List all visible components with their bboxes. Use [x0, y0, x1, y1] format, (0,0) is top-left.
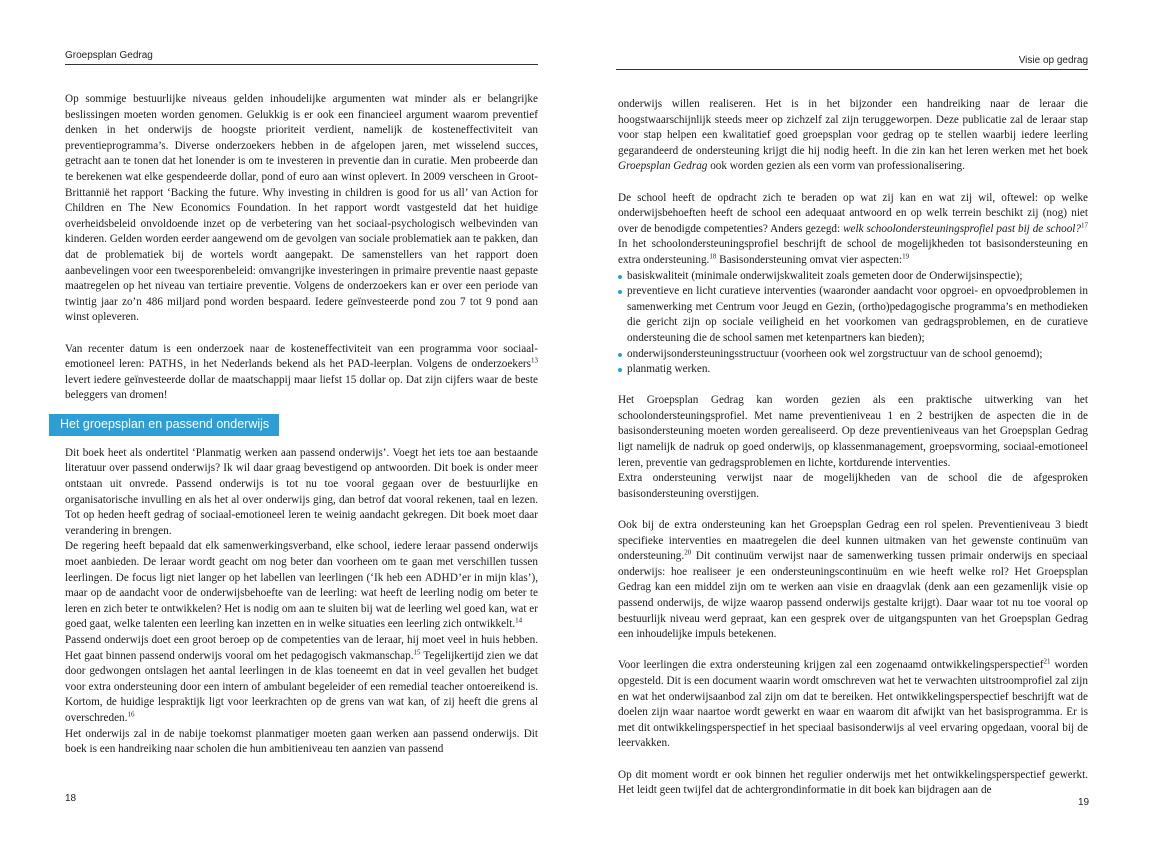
emphasis: welk schoolondersteuningsprofiel past bij de school? [843, 222, 1081, 235]
paragraph: Extra ondersteuning verwijst naar de mogelijkheden van de school die de afgesproken basisondersteuning overstijgen. [618, 472, 1088, 500]
left-page [0, 0, 580, 867]
paragraph: De regering heeft bepaald dat elk samenwerkingsverband, elke school, iedere leraar passend onderwijs moet aanbieden. De leraar wordt geacht om nog beter dan voorheen om te gaan met verschillen tussen leerlingen. De focus ligt niet langer op het labellen van leerlingen (‘Ik heb een ADHD’er in mijn klas’), maar op de aandacht voor de onderwijsbehoefte van de leerling: wat heeft de leerling nodig om beter te leren en zich beter te ontwikkelen? Het is nodig om aan te sluiten bij wat de leerling wel goed kan, wat er goed gaat, welke talenten een leerling kan inzetten en in welke situaties een leerling zich ontwikkelt.$^{14}$ [65, 540, 538, 631]
footnote-ref: 15 [413, 647, 421, 656]
footnote-ref: 14 [515, 616, 523, 625]
footnote-ref: 19 [902, 252, 910, 261]
right-page [580, 0, 1163, 867]
list-item: preventieve en licht curatieve interventies (waaronder aandacht voor opgroei- en opvoedproblemen in samenwerking met Centrum voor Jeugd en Gezin, (ortho)pedagogische programma’s en methodieken die gericht zijn op sociale veiligheid en het voorkomen van gedragsproblemen, en de curatieve ondersteuning die de school samen met ketenpartners kan bieden); [618, 284, 1088, 346]
section-heading: Het groepsplan en passend onderwijs [49, 414, 279, 436]
footnote-ref: 13 [531, 356, 539, 365]
footnote-ref: 17 [1081, 221, 1088, 230]
paragraph: Van recenter datum is een onderzoek naar de kosteneffectiviteit van een programma voor sociaal-emotioneel leren: PATHS, in het Nederlands bekend als het PAD-leerplan. Volgens de onderzoekers$^{13}$ levert iedere geïnvesteerde dollar de maatschappij maar liefst 15 dollar op. Dat zijn cijfers waar de beste beleggers van dromen! [65, 342, 539, 402]
page-number-right: 19 [1078, 797, 1090, 808]
paragraph: Het Groepsplan Gedrag kan worden gezien als een praktische uitwerking van het schoolondersteuningsprofiel. Met name preventieniveau 1 en 2 bestrijken de aspecten die in de basisondersteuning moeten worden gerealiseerd. Op deze preventieniveaus van het Groepsplan Gedrag ligt namelijk de nadruk op goed onderwijs, op klassenmanagement, groepsvorming, sociaal-emotioneel leren, preventie van gedragsproblemen en lichte, kortdurende interventies. [618, 394, 1088, 469]
footnote-ref: 18 [709, 252, 717, 261]
paragraph: onderwijs willen realiseren. Het is in het bijzonder een handreiking naar de leraar die hoogstwaarschijnlijk steeds meer op zichzelf zal zijn teruggeworpen. Deze publicatie zal de leraar stap voor stap helpen een kwalitatief goed groepsplan voor gedrag op te stellen waarbij iedere leerling gegarandeerd de ondersteuning krijgt die hij nodig heeft. In die zin kan het leren werken met het boek Groepsplan Gedrag ook worden gezien als een vorm van professionalisering. [618, 98, 1088, 173]
paragraph: Ook bij de extra ondersteuning kan het Groepsplan Gedrag een rol spelen. Preventieniveau 3 biedt specifieke interventies en maatregelen die deel kunnen uitmaken van het gewenste continuüm van ondersteuning.$^{20}$ Dit continuüm verwijst naar de samenwerking tussen primair onderwijs en speciaal onderwijs: hoe realiseer je een ondersteuningscontinuüm en wie heeft welke rol? Het Groepsplan Gedrag kan een middel zijn om te werken aan visie en draagvlak (denk aan een gezamenlijk visie op passend onderwijs, de wijze waarop passend onderwijs gestalte krijgt). Daar waar tot nu toe vooral op bestuurlijk niveau werd gepraat, kan een gesprek over de uitgangspunten van het Groepsplan Gedrag een inhoudelijke impuls betekenen. [618, 519, 1088, 641]
footnote-ref: 21 [1043, 657, 1051, 666]
paragraph: Op dit moment wordt er ook binnen het regulier onderwijs met het ontwikkelingsperspectief gewerkt. Het leidt geen twijfel dat de achtergrondinformatie in dit boek kan bijdragen aan de [618, 768, 1088, 797]
list-item: onderwijsondersteuningsstructuur (voorheen ook wel zorgstructuur van de school genoemd); [618, 347, 1088, 363]
paragraph: Voor leerlingen die extra ondersteuning krijgen zal een zogenaamd ontwikkelingsperspectief$^{21}$ worden opgesteld. Dit is een document waarin wordt omschreven wat het te verwachten uitstroomprofiel zal zijn en wat het onderwijsaanbod zal zijn om dat te bereiken. Het ontwikkelingsperspectief beschrijft wat de doelen zijn waar naartoe wordt gewerkt en waar en waarom dit afwijkt van het basisprogramma. Er is met dit ontwikkelingsperspectief in het speciaal basisonderwijs al veel ervaring opgedaan, vooral bij de leervakken. [618, 657, 1088, 750]
bullet-list [618, 269, 1088, 378]
running-head-right: Visie op gedrag [616, 55, 1088, 70]
adhd-acronym: ADHD [424, 571, 459, 584]
list-item: basiskwaliteit (minimale onderwijskwaliteit zoals gemeten door de Onderwijsinspectie); [618, 269, 1088, 285]
paragraph: De school heeft de opdracht zich te beraden op wat zij kan en wat zij wil, oftewel: op welke onderwijsbehoeften heeft de school een adequaat antwoord en op welk terrein beschikt zij (nog) niet over de benodigde competenties? Anders gezegd: welk schoolondersteuningsprofiel past bij de school?$^{17}$ In het schoolondersteuningsprofiel beschrijft de school de mogelijkheden tot basisondersteuning en extra ondersteuning.$^{18}$ Basisondersteuning omvat vier aspecten:$^{19}$ [618, 191, 1088, 266]
running-head-left: Groepsplan Gedrag [65, 50, 538, 65]
page-number-left: 18 [65, 793, 77, 804]
pad-acronym: PAD [347, 358, 370, 371]
paragraph: Het onderwijs zal in de nabije toekomst planmatiger moeten gaan werken aan passend onderwijs. Dit boek is een handreiking naar scholen die hun ambitieniveau ten aanzien van passend [65, 727, 538, 756]
book-title: Groepsplan Gedrag [618, 160, 708, 173]
paths-acronym: PATHS [148, 358, 184, 371]
right-text-column [618, 97, 1088, 799]
paragraph: Op sommige bestuurlijke niveaus gelden inhoudelijke argumenten wat minder als er belangrijke beslissingen moeten worden genomen. Gelukkig is er ook een financieel argument waarom preventief denken in het onderwijs de hoogste prioriteit verdient, namelijk de kosteneffectiviteit van preventieprogramma’s. Diverse onderzoekers hebben in de afgelopen jaren, met wisselend succes, getracht aan te tonen dat het lonender is om te investeren in preventie dan in curatie. Men probeerde dan te berekenen wat elke gespendeerde dollar, pond of euro aan winst oplevert. In 2009 verscheen in Groot-Brittannië het rapport ‘Backing the future. Why investing in children is good for us all’ van Action for Children en The New Economics Foundation. In het rapport wordt vastgesteld dat het huidige overheidsbeleid onvoldoende inzet op de verbetering van het sociaal-psychologisch welbevinden van kinderen. Gelden worden eerder aangewend om de gevolgen van sociale problematiek aan te pakken, dan dat de problematiek bij de wortels wordt aangepakt. De samenstellers van het rapport doen aanbevelingen voor een tweesporenbeleid: omvangrijke investeringen in primaire preventie naast gepaste maatregelen op het niveau van tertiaire preventie. Volgens de onderzoekers kan er over een periode van twintig jaar zo’n 486 miljard pond worden bespaard. Iedere geïnvesteerde pond zou 7 tot 9 pond aan winst opleveren. [65, 93, 538, 324]
footnote-ref: 16 [127, 710, 135, 719]
list-item: planmatig werken. [618, 362, 1088, 378]
paragraph: Dit boek heet als ondertitel ‘Planmatig werken aan passend onderwijs’. Voegt het iets toe aan bestaande literatuur over passend onderwijs? Ik wil daar graag bevestigend op antwoorden. Dit boek is onder meer ontstaan uit onvrede. Passend onderwijs is tot nu toe vooral gegaan over de bestuurlijke en organisatorische invulling en als het al over onderwijs ging, dan betrof dat vooral rekenen, taal en lezen. Tot op heden heeft gedrag of sociaal-emotioneel leren te weinig aandacht gekregen. Dit boek moet daar verandering in brengen. [65, 446, 538, 537]
footnote-ref: 20 [684, 548, 692, 557]
left-text-column [60, 92, 539, 758]
paragraph: Passend onderwijs doet een groot beroep op de competenties van de leraar, hij moet veel in huis hebben. Het gaat binnen passend onderwijs vooral om het pedagogisch vakmanschap.$^{15}$ Tegelijkertijd zien we dat door gedwongen ontslagen het aantal leerlingen in de klas toeneemt en dat in veel gevallen het budget voor extra ondersteuning door een intern of ambulant begeleider of een remedial teacher ontoereikend is. Kortom, de huidige lespraktijk ligt voor leerkrachten op de grens van wat kan, of zij heeft die grens al overschreden.$^{16}$ [65, 634, 538, 724]
